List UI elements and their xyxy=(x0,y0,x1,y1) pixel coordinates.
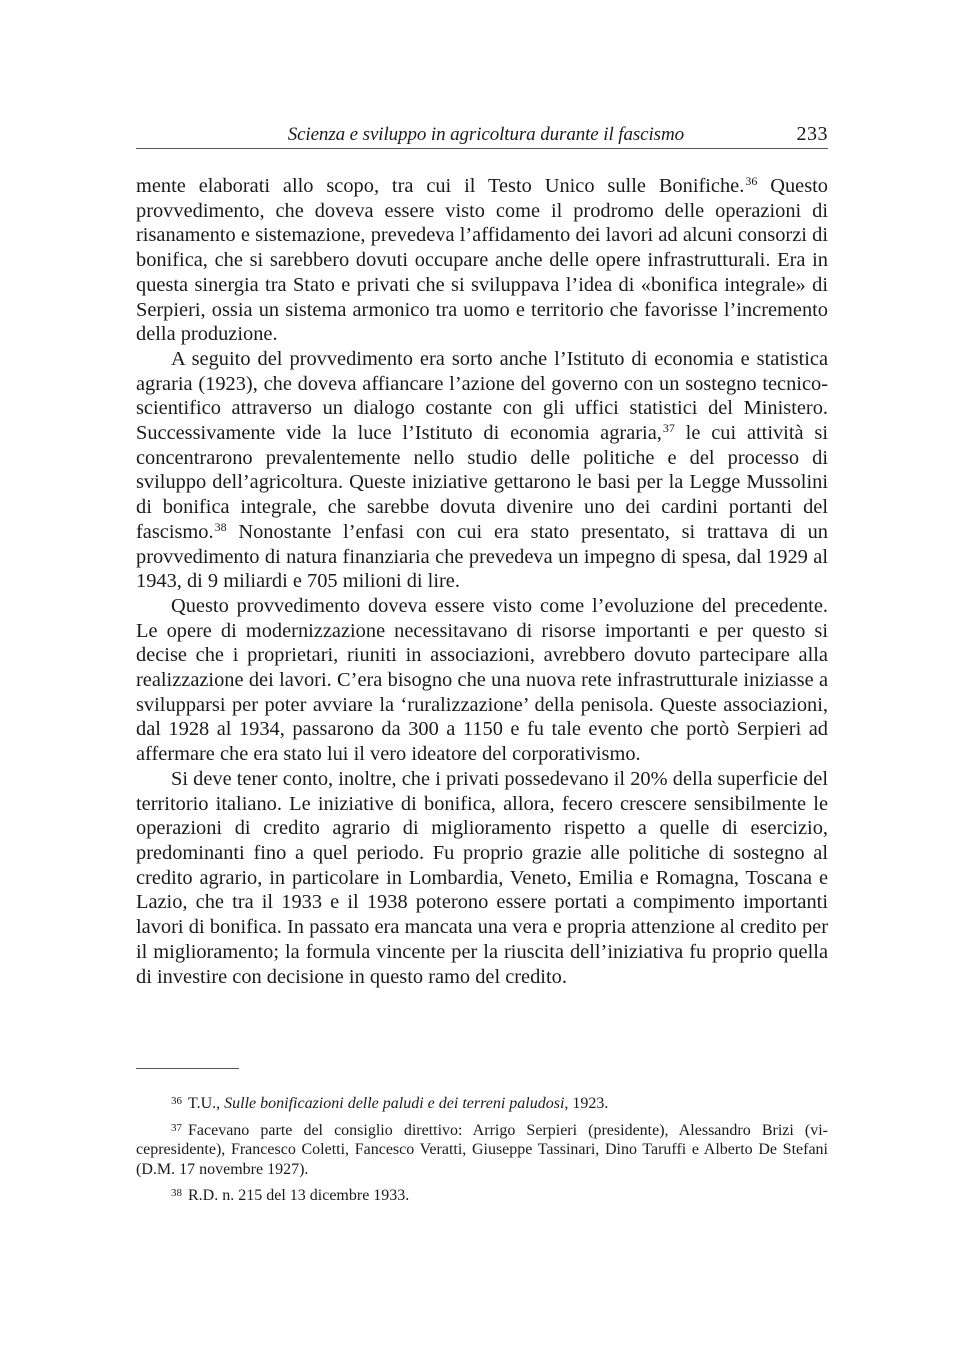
running-title: Scienza e sviluppo in agricoltura durante il fascismo xyxy=(287,124,684,145)
paragraph xyxy=(136,347,828,594)
page-number: 233 xyxy=(796,123,828,145)
footnote-reference[interactable]: 38 xyxy=(214,519,227,534)
body-text-run: Questo provvedimento doveva essere visto come l’evoluzione del precedente. Le opere di modernizzazione necessitavano di risorse importanti e per questo si decise che i proprietari, riuniti in associazioni, avrebbero dovuto partecipare alla realizzazione dei lavori. C’era bisogno che una nuova rete infrastrutturale iniziasse a svilupparsi per poter avviare la ‘ruralizzazione’ della penisola. Queste associazioni, dal 1928 al 1934, passarono da 300 a 1150 e fu tale evento che portò Serpieri ad affermare che era stato lui il vero ideatore del corporativismo. xyxy=(136,594,828,766)
footnote-number: 36 xyxy=(171,1095,182,1107)
body-text-run: mente elaborati allo scopo, tra cui il Testo Unico sulle Bonifiche. xyxy=(136,175,745,197)
body-text-run: le cui attività si concentrarono prevalentemente nello studio delle politiche e del processo di sviluppo dell’agricoltura. Queste iniziative gettarono le basi per la Legge Mussolini di bonifica integrale, che sarebbe dovuta divenire uno dei cardini portanti del fascismo. xyxy=(136,422,828,543)
footnote xyxy=(136,1119,828,1180)
footnote-reference[interactable]: 37 xyxy=(662,421,675,436)
footnote-number: 37 xyxy=(171,1121,182,1134)
paragraph xyxy=(136,767,828,989)
footnote-text: , 1923. xyxy=(564,1095,609,1112)
footnote-text: Facevano parte del consiglio direttivo: Arrigo Serpieri (presidente), Alessandro Brizi (vicepresidente), Francesco Coletti, Fancesco Veratti, Giuseppe Tassinari, Dino Taruffi e Alberto De Stefani (D.M. 17 novembre 1927). xyxy=(136,1121,828,1178)
body-text-run: A seguito del provvedimento era sorto anche l’Istituto di economia e statistica agraria (1923), che doveva affiancare l’azione del governo con un sostegno tecnico-scientifico attraverso un dialogo costante con gli uffici statistici del Ministero. Successivamente vide la luce l’Istituto di economia agraria, xyxy=(136,347,828,445)
footnote-number: 38 xyxy=(171,1187,182,1199)
footnote-text: R.D. n. 215 del 13 dicembre 1933. xyxy=(188,1187,410,1204)
paragraph xyxy=(136,174,828,347)
footnote xyxy=(136,1092,828,1114)
body-text-run: Questo provvedimento, che doveva essere visto come il prodromo delle operazioni di risanamento e sistemazione, prevedeva l’affidamento dei lavori ad alcuni consorzi di bonifica, che si sarebbero dovuti occupare anche delle opere infrastrutturali. Era in questa sinergia tra Stato e privati che si sviluppava l’idea di «bonifica integrale» di Serpieri, ossia un sistema armonico tra uomo e territorio che favorisse l’incremento della produzione. xyxy=(136,175,828,346)
paragraph xyxy=(136,594,828,767)
footnote xyxy=(136,1184,828,1206)
footnote-reference[interactable]: 36 xyxy=(745,174,758,188)
running-header xyxy=(136,122,828,149)
body-text xyxy=(136,174,828,989)
body-text-run: Si deve tener conto, inoltre, che i privati possedevano il 20% della superficie del territorio italiano. Le iniziative di bonifica, allora, fecero crescere sensibilmente le operazioni di credito agrario di miglioramento rispetto a quelle di esercizio, predominanti fino a quel periodo. Fu proprio grazie alle politiche di sostegno al credito agrario, in particolare in Lombardia, Veneto, Emilia e Romagna, Toscana e Lazio, che tra il 1933 e il 1938 poterono essere portati a compimento importanti lavori di bonifica. In passato era mancata una vera e propria attenzione al credito per il miglioramento; la formula vincente per la riuscita dell’iniziativa fu proprio quella di investire con decisione in questo ramo del credito. xyxy=(136,767,828,988)
body-text-run: Nonostante l’enfasi con cui era stato presentato, si trattava di un provvedimento di natura finanziaria che prevedeva un impegno di spesa, dal 1929 al 1943, di 9 miliardi e 705 milioni di lire. xyxy=(136,520,828,593)
footnote-text: T.U., xyxy=(188,1095,225,1112)
footnotes xyxy=(136,1092,828,1211)
footnote-title: Sulle bonificazioni delle paludi e dei terreni paludosi xyxy=(224,1095,565,1112)
footnote-separator xyxy=(136,1068,239,1069)
